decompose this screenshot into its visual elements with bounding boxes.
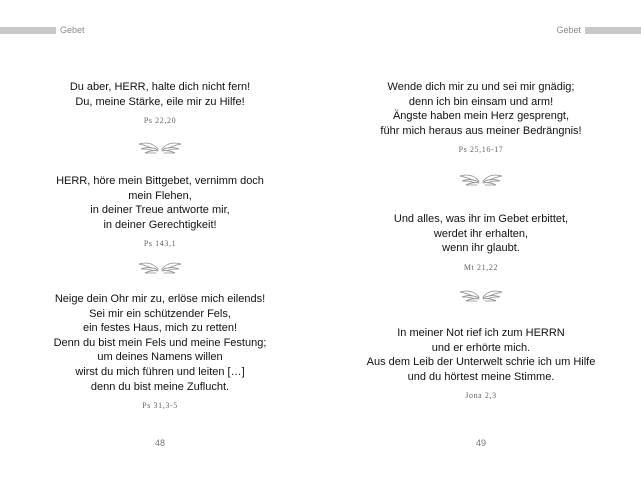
verse-block xyxy=(321,326,641,401)
verse-block xyxy=(0,174,320,249)
running-header xyxy=(0,25,320,35)
verse-block xyxy=(0,80,320,126)
verse-reference: Jona 2,3 xyxy=(465,391,497,401)
verse-block xyxy=(0,292,320,411)
right-page xyxy=(321,0,641,480)
left-page xyxy=(0,0,320,480)
verse-text: HERR, höre mein Bittgebet, vernimm doch mein Flehen, in deiner Treue antworte mir, in deiner Gerechtigkeit! xyxy=(56,175,264,231)
header-bar xyxy=(585,27,641,34)
verse-reference: Ps 143,1 xyxy=(143,239,177,249)
angel-wings-icon xyxy=(321,170,641,190)
verse-text: Und alles, was ihr im Gebet erbittet, werdet ihr erhalten, wenn ihr glaubt. xyxy=(393,213,569,255)
verse-reference: Ps 22,20 xyxy=(143,116,177,126)
verse-text: Neige dein Ohr mir zu, erlöse mich eilends! Sei mir ein schützender Fels, ein festes Haus, mich zu retten! Denn du bist mein Fels und meine Festung; um deines Namens willen wirst du mich führen und leiten […] denn du bist meine Zuflucht. xyxy=(53,293,267,393)
verse-text: Wende dich mir zu und sei mir gnädig; denn ich bin einsam und arm! Ängste haben mein Herz gesprengt, führ mich heraus aus meiner Bedrängnis! xyxy=(380,81,582,137)
verse-reference: Ps 25,16-17 xyxy=(458,145,504,155)
page-number: 49 xyxy=(475,438,486,448)
running-header xyxy=(321,25,641,35)
angel-wings-icon xyxy=(0,258,320,278)
verse-block xyxy=(321,212,641,273)
verse-text: In meiner Not rief ich zum HERRN und er erhörte mich. Aus dem Leib der Unterwelt schrie ich um Hilfe und du hörtest meine Stimme. xyxy=(366,327,596,383)
header-label: Gebet xyxy=(556,25,581,35)
angel-wings-icon xyxy=(321,286,641,306)
angel-wings-icon xyxy=(0,138,320,158)
header-label: Gebet xyxy=(60,25,85,35)
verse-block xyxy=(321,80,641,155)
verse-reference: Mt 21,22 xyxy=(463,262,499,272)
header-bar xyxy=(0,27,56,34)
verse-text: Du aber, HERR, halte dich nicht fern! Du, meine Stärke, eile mir zu Hilfe! xyxy=(69,81,251,108)
page-number: 48 xyxy=(154,438,165,448)
verse-reference: Ps 31,3-5 xyxy=(142,401,178,411)
